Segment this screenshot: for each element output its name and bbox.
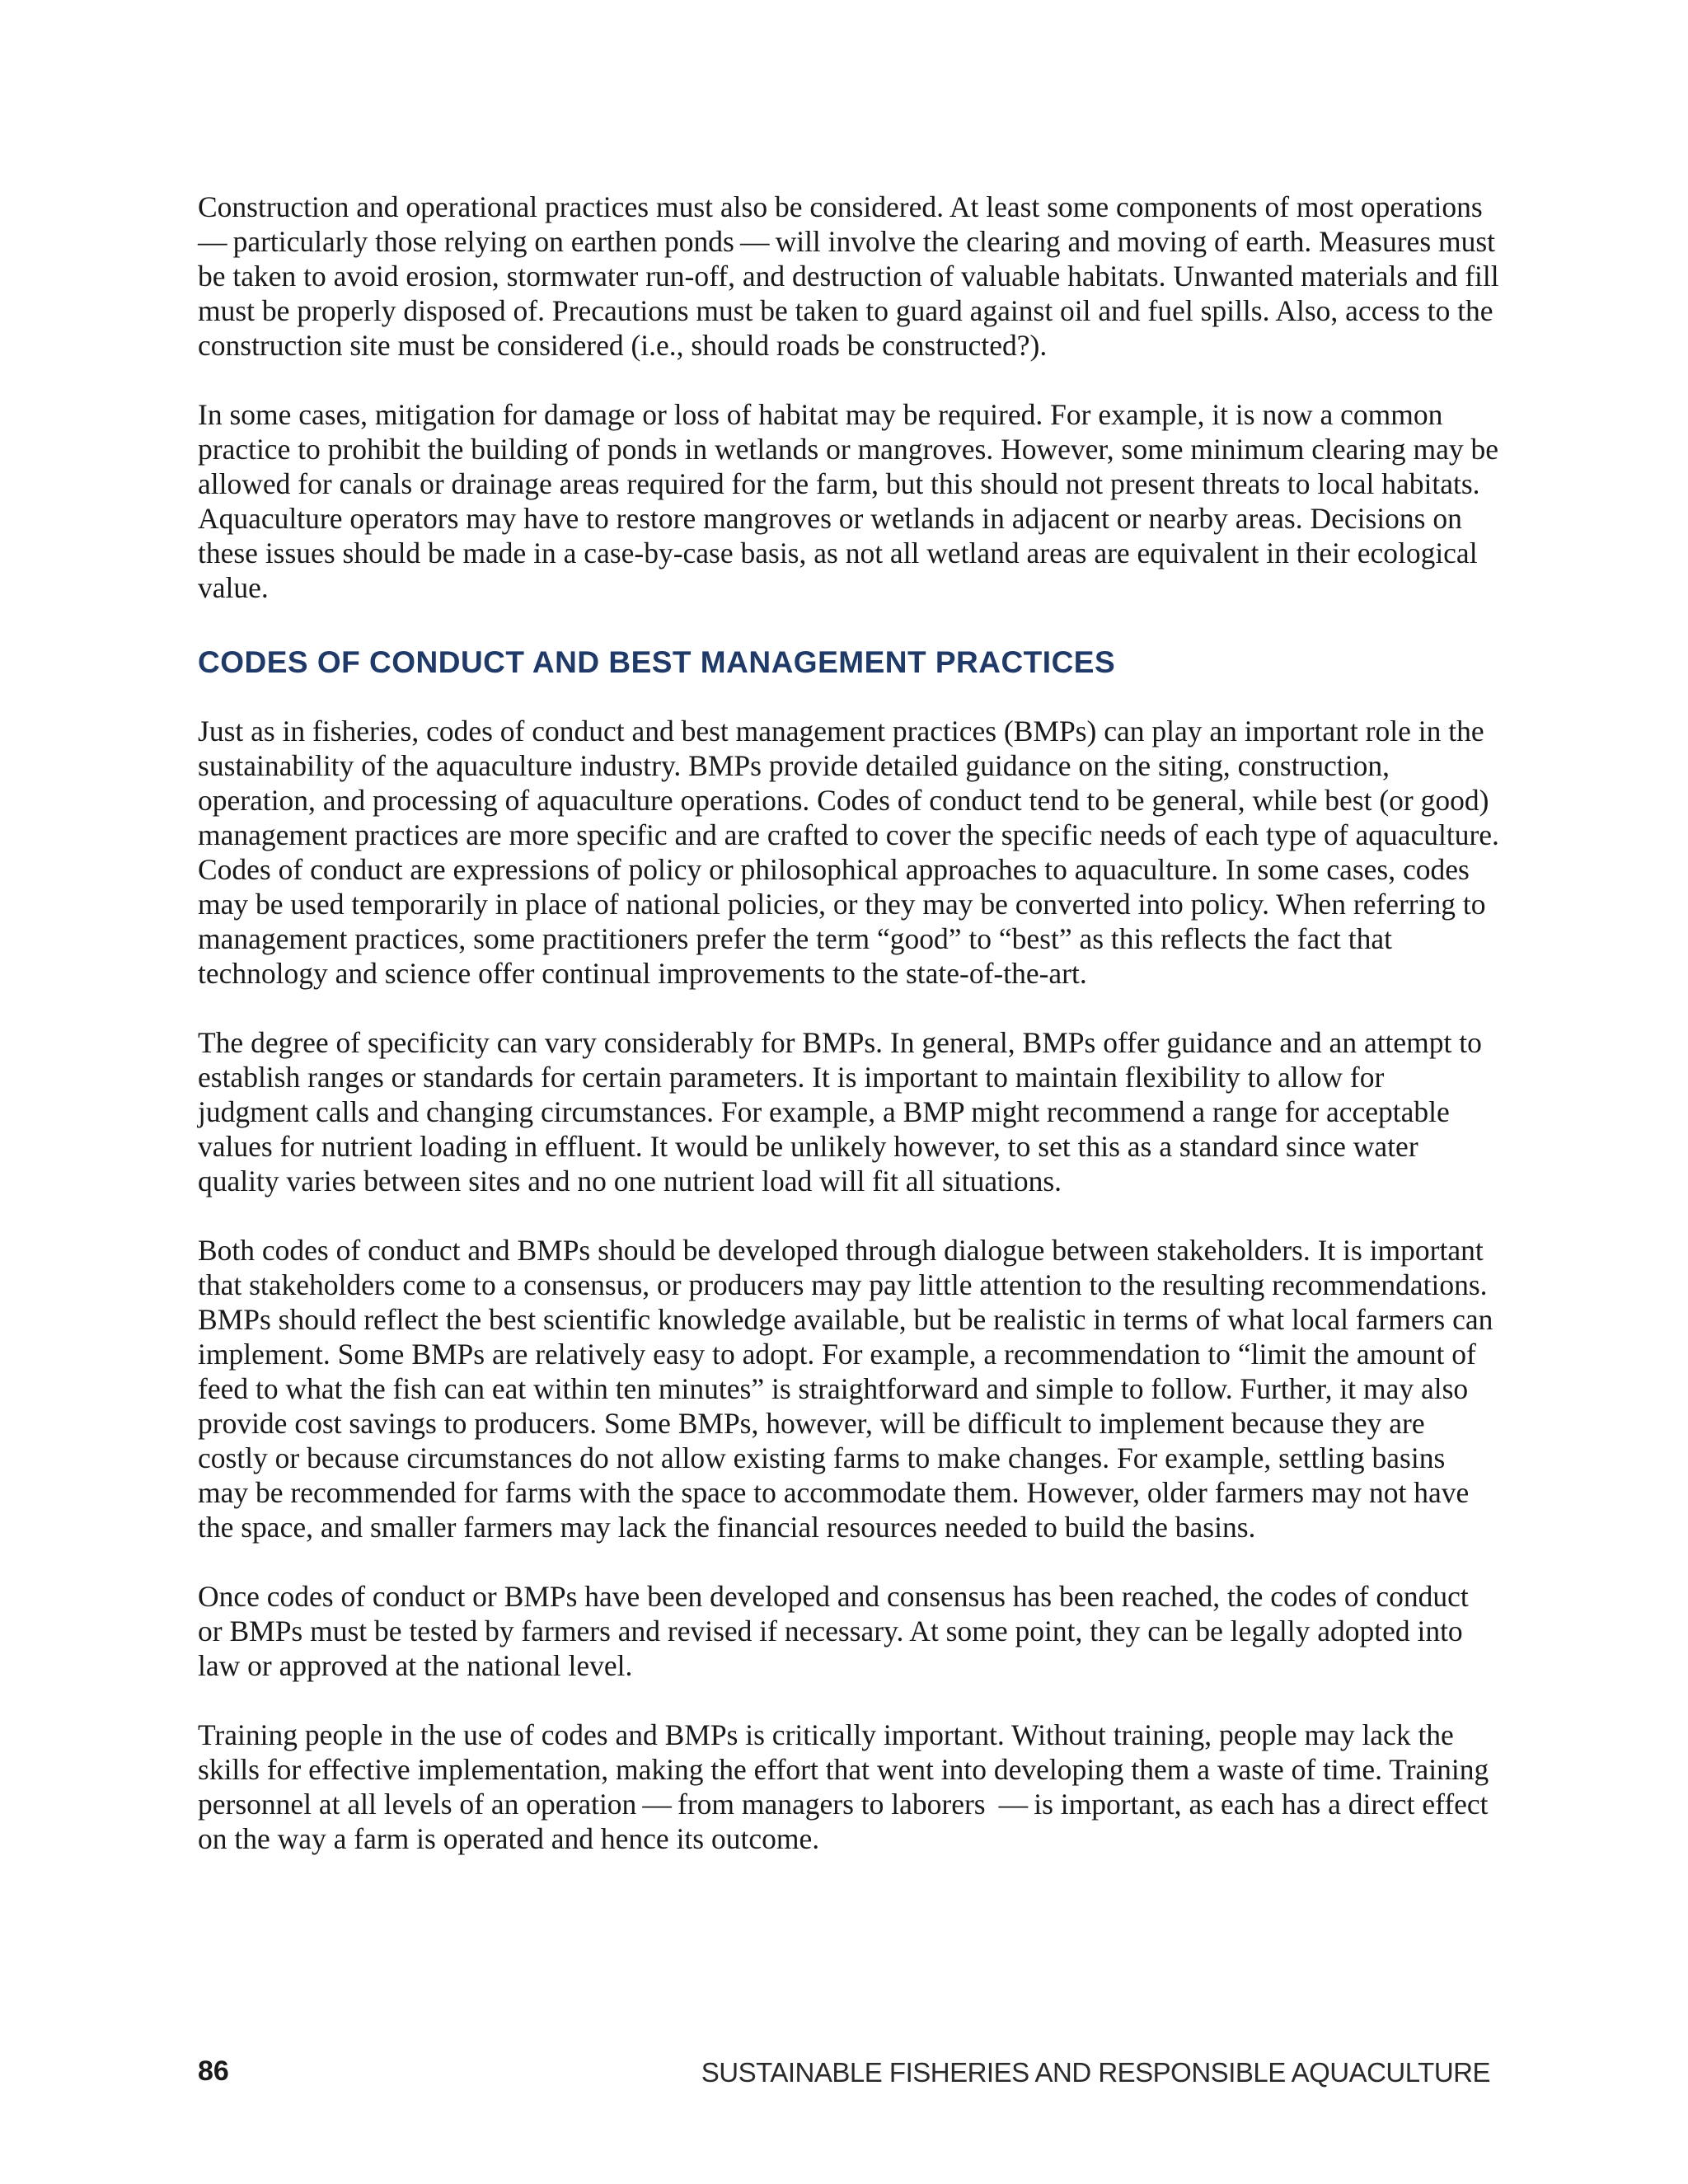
paragraph-construction-practices: Construction and operational practices must also be considered. At least some components of most operations — particularly those relying on earthen ponds — will involve the clearing and moving of earth. Measures must be taken to avoid erosion, stormwater run-off, and destruction of valuable habitats. Unwanted materials and fill must be properly disposed of. Precautions must be taken to guard against oil and fuel spills. Also, access to the construction site must be considered (i.e., should roads be constructed?). bbox=[198, 190, 1499, 362]
page-number: 86 bbox=[198, 2055, 229, 2087]
paragraph-habitat-mitigation: In some cases, mitigation for damage or loss of habitat may be required. For example, it is now a common practice to prohibit the building of ponds in wetlands or mangroves. However, some minimum clearing may be allowed for canals or drainage areas required for the farm, but this should not present threats to local habitats. Aquaculture operators may have to restore mangroves or wetlands in adjacent or nearby areas. Decisions on these issues should be made in a case-by-case basis, as not all wetland areas are equivalent in their ecological value. bbox=[198, 398, 1498, 604]
section-heading: CODES OF CONDUCT AND BEST MANAGEMENT PRACTICES bbox=[198, 645, 1116, 679]
paragraph-bmp-specificity: The degree of specificity can vary considerably for BMPs. In general, BMPs offer guidance and an attempt to establish ranges or standards for certain parameters. It is important to maintain flexibility to allow for judgment calls and changing circumstances. For example, a BMP might recommend a range for acceptable values for nutrient loading in effluent. It would be unlikely however, to set this as a standard since water quality varies between sites and no one nutrient load will fit all situations. bbox=[198, 1026, 1482, 1197]
paragraph-testing-and-adoption: Once codes of conduct or BMPs have been developed and consensus has been reached, the codes of conduct or BMPs must be tested by farmers and revised if necessary. At some point, they can be legally adopted into law or approved at the national level. bbox=[198, 1580, 1469, 1682]
paragraph-stakeholder-dialogue: Both codes of conduct and BMPs should be developed through dialogue between stakeholders. It is important that stakeholders come to a consensus, or producers may pay little attention to the resulting recommendations. BMPs should reflect the best scientific knowledge available, but be realistic in terms of what local farmers can implement. Some BMPs are relatively easy to adopt. For example, a recommendation to “limit the amount of feed to what the fish can eat within ten minutes” is straightforward and simple to follow. Further, it may also provide cost savings to producers. Some BMPs, however, will be difficult to implement because they are costly or because circumstances do not allow existing farms to make changes. For example, settling basins may be recommended for farms with the space to accommodate them. However, older farmers may not have the space, and smaller farmers may lack the financial resources needed to build the basins. bbox=[198, 1234, 1493, 1544]
running-footer-title: SUSTAINABLE FISHERIES AND RESPONSIBLE AQUACULTURE bbox=[701, 2057, 1490, 2088]
page-body bbox=[198, 190, 1500, 1891]
paragraph-training: Training people in the use of codes and BMPs is critically important. Without training, people may lack the skills for effective implementation, making the effort that went into developing them a waste of time. Training personnel at all levels of an operation — from managers to laborers — is important, as each has a direct effect on the way a farm is operated and hence its outcome. bbox=[198, 1718, 1489, 1855]
paragraph-codes-and-bmps-intro: Just as in fisheries, codes of conduct and best management practices (BMPs) can play an important role in the sustainability of the aquaculture industry. BMPs provide detailed guidance on the siting, construction, operation, and processing of aquaculture operations. Codes of conduct tend to be general, while best (or good) management practices are more specific and are crafted to cover the specific needs of each type of aquaculture. Codes of conduct are expressions of policy or philosophical approaches to aquaculture. In some cases, codes may be used temporarily in place of national policies, or they may be converted into policy. When referring to management practices, some practitioners prefer the term “good” to “best” as this reflects the fact that technology and science offer continual improvements to the state-of-the-art. bbox=[198, 715, 1499, 990]
